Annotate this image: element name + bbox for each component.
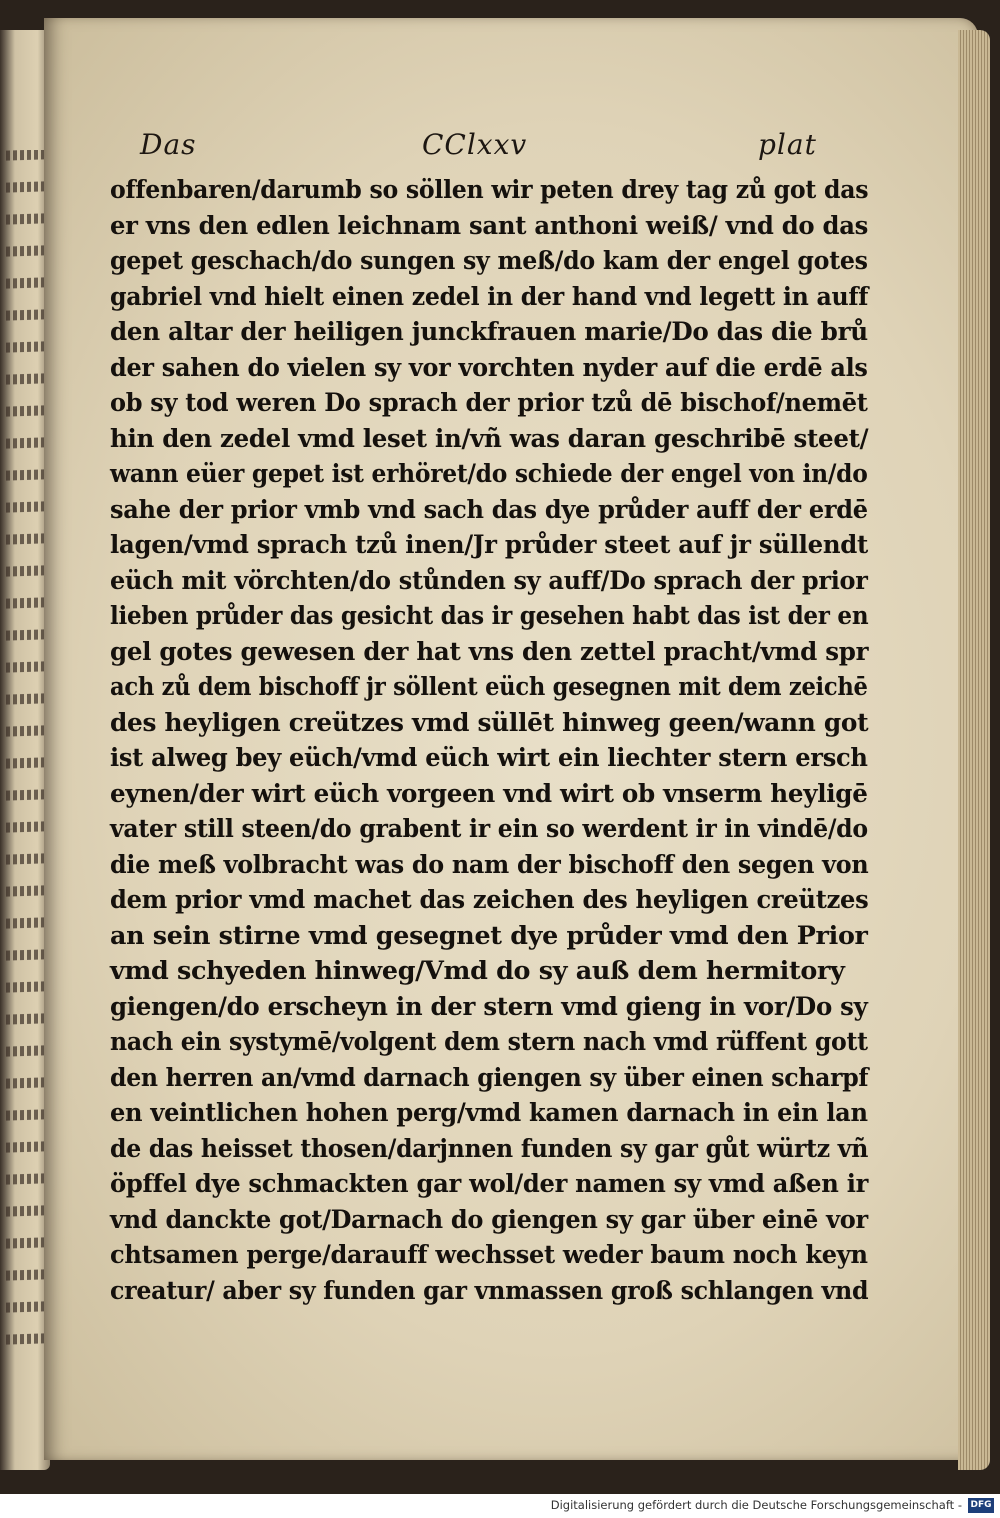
left-page-line-mark xyxy=(6,501,44,512)
left-page-line-mark xyxy=(6,245,44,256)
left-page-line-mark xyxy=(6,181,44,192)
text-line: offenbaren/darumb so söllen wir peten drey tag zů got das xyxy=(110,174,869,204)
header-left: Das xyxy=(140,128,197,161)
text-line: des heyligen creützes vmd süllēt hinweg geen/wann got xyxy=(110,706,869,737)
body-text xyxy=(110,172,868,1308)
text-line: creatur/ aber sy funden gar vnmassen groß schlangen vnd xyxy=(110,1274,869,1305)
left-page-line-mark xyxy=(6,1301,44,1312)
text-line: er vns den edlen leichnam sant anthoni weiß/ vnd do das xyxy=(110,209,869,240)
text-line: gel gotes gewesen der hat vns den zettel pracht/vmd spr xyxy=(110,635,869,666)
left-page-line-mark xyxy=(6,1173,44,1184)
left-page-text-fragment xyxy=(6,150,44,1430)
text-line: ist alweg bey eüch/vmd eüch wirt ein liechter stern ersch xyxy=(110,742,868,772)
left-page-line-mark xyxy=(6,437,44,448)
left-page-line-mark xyxy=(6,789,44,800)
text-line: den altar der heiligen junckfrauen marie/Do das die brů xyxy=(110,316,868,346)
text-line: giengen/do erscheyn in der stern vmd gieng in vor/Do sy xyxy=(110,990,868,1021)
left-page-line-mark xyxy=(6,661,44,672)
left-page-line-mark xyxy=(6,1205,44,1216)
text-line: der sahen do vielen sy vor vorchten nyder auf die erdē als xyxy=(110,351,868,382)
left-page-line-mark xyxy=(6,1269,44,1280)
running-header xyxy=(140,128,830,168)
left-page-line-mark xyxy=(6,1333,44,1344)
left-page-line-mark xyxy=(6,373,44,384)
text-line: en veintlichen hohen perg/vmd kamen darnach in ein lan xyxy=(110,1097,868,1127)
left-page-line-mark xyxy=(6,565,44,576)
left-page-line-mark xyxy=(6,981,44,992)
text-line: lieben průder das gesicht das ir gesehen habt das ist der en xyxy=(110,600,869,630)
text-line: vnd danckte got/Darnach do giengen sy gar über einē vor xyxy=(110,1203,868,1234)
dfg-logo-icon: DFG xyxy=(968,1498,994,1513)
text-line: ob sy tod weren Do sprach der prior tzů dē bischof/nemēt xyxy=(110,387,868,417)
left-page-line-mark xyxy=(6,949,44,960)
left-page-line-mark xyxy=(6,885,44,896)
left-page-line-mark xyxy=(6,1237,44,1248)
left-page-line-mark xyxy=(6,405,44,416)
funding-credit: Digitalisierung gefördert durch die Deutsche Forschungsgemeinschaft - xyxy=(550,1498,962,1512)
text-line: öpffel dye schmackten gar wol/der namen sy vmd aßen ir xyxy=(110,1168,869,1198)
text-line: nach ein systymē/volgent dem stern nach vmd rüffent gott xyxy=(110,1026,868,1056)
left-page-line-mark xyxy=(6,1109,44,1120)
text-line: gepet geschach/do sungen sy meß/do kam der engel gotes xyxy=(110,245,868,275)
text-line: gabriel vnd hielt einen zedel in der hand vnd legett in auff xyxy=(110,280,869,311)
text-line: an sein stirne vmd gesegnet dye průder vmd den Prior xyxy=(110,919,868,950)
text-line: lagen/vmd sprach tzů inen/Jr průder steet auf jr süllendt xyxy=(110,529,868,559)
text-line: ach zů dem bischoff jr söllent eüch gesegnen mit dem zeichē xyxy=(110,671,868,701)
left-page-line-mark xyxy=(6,1013,44,1024)
text-line: sahe der prior vmb vnd sach das dye průder auff der erdē xyxy=(110,493,868,524)
text-line: vater still steen/do grabent ir ein so werdent ir in vindē/do xyxy=(110,813,868,843)
left-page-line-mark xyxy=(6,725,44,736)
text-line: de das heisset thosen/darjnnen funden sy gar gůt würtz vñ xyxy=(110,1132,869,1163)
text-line: die meß volbracht was do nam der bischoff den segen von xyxy=(110,848,869,879)
text-line: vmd schyeden hinweg/Vmd do sy auß dem hermitory xyxy=(110,955,845,985)
text-line: eynen/der wirt eüch vorgeen vnd wirt ob vnserm heyligē xyxy=(110,777,868,808)
left-page-line-mark xyxy=(6,629,44,640)
left-page-line-mark xyxy=(6,469,44,480)
left-page-line-mark xyxy=(6,1045,44,1056)
left-page-line-mark xyxy=(6,1141,44,1152)
text-line: wann eüer gepet ist erhöret/do schiede der engel von in/do xyxy=(110,458,868,488)
text-line: den herren an/vmd darnach giengen sy über einen scharpf xyxy=(110,1061,869,1092)
left-facing-page-edge xyxy=(0,30,50,1470)
left-page-line-mark xyxy=(6,597,44,608)
text-line: eüch mit vörchten/do stůnden sy auff/Do sprach der prior xyxy=(110,564,868,595)
left-page-line-mark xyxy=(6,693,44,704)
left-page-line-mark xyxy=(6,1077,44,1088)
left-page-line-mark xyxy=(6,341,44,352)
left-page-line-mark xyxy=(6,213,44,224)
text-line: hin den zedel vmd leset in/vñ was daran geschribē steet/ xyxy=(110,422,869,453)
left-page-line-mark xyxy=(6,277,44,288)
page-stack-edge xyxy=(958,30,990,1470)
left-page-line-mark xyxy=(6,853,44,864)
footer-bar xyxy=(0,1494,1000,1518)
left-page-line-mark xyxy=(6,533,44,544)
left-page-line-mark xyxy=(6,150,44,161)
header-right: plat xyxy=(758,128,817,161)
folio-number: CClxxv xyxy=(422,128,528,161)
left-page-line-mark xyxy=(6,917,44,928)
left-page-line-mark xyxy=(6,757,44,768)
text-line: dem prior vmd machet das zeichen des heyligen creützes xyxy=(110,884,869,914)
text-line: chtsamen perge/darauff wechsset weder baum noch keyn xyxy=(110,1239,868,1269)
left-page-line-mark xyxy=(6,821,44,832)
left-page-line-mark xyxy=(6,309,44,320)
